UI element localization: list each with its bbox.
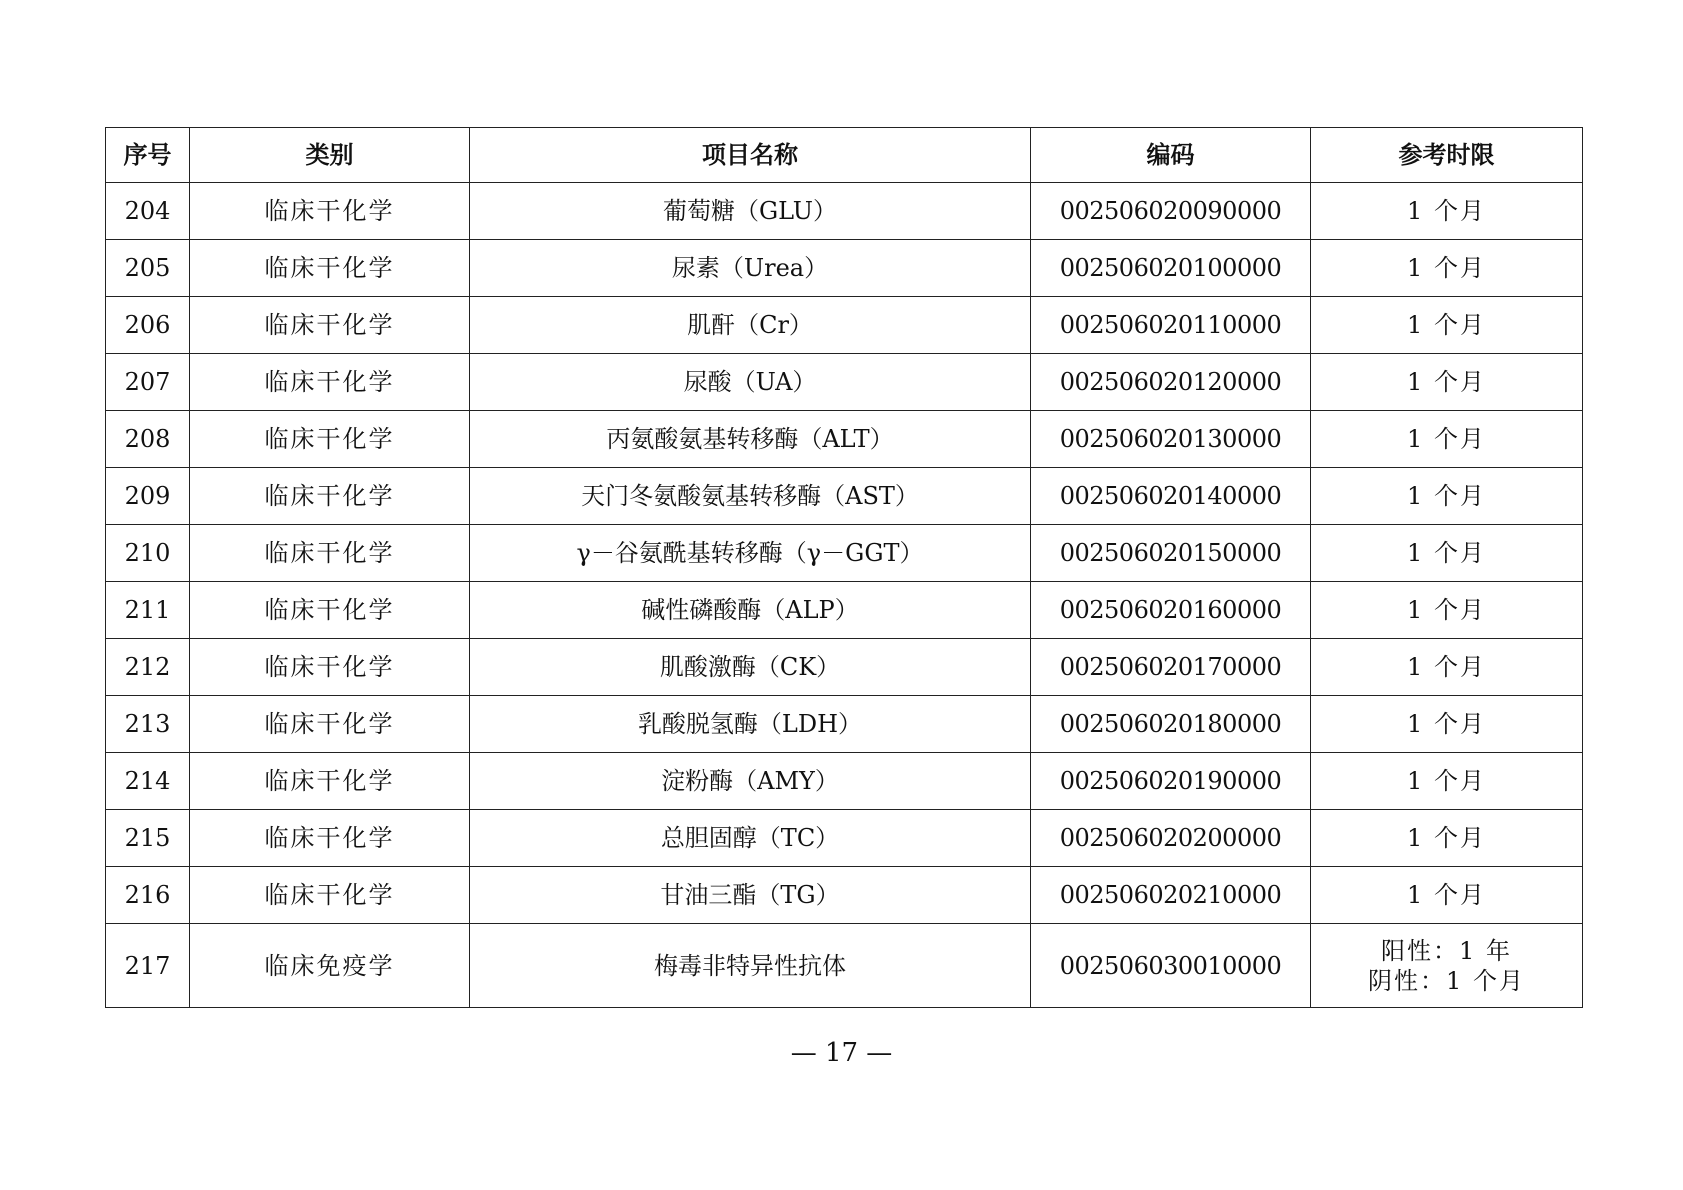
code-cell: 002506020200000 <box>1031 810 1311 867</box>
reference-period-cell <box>1311 867 1583 924</box>
reference-period-cell <box>1311 696 1583 753</box>
category-cell: 临床干化学 <box>190 354 470 411</box>
code-cell: 002506020100000 <box>1031 240 1311 297</box>
reference-period-cell <box>1311 753 1583 810</box>
table-row <box>106 810 1583 867</box>
table-header-row <box>106 128 1583 183</box>
reference-period-text: 1 个月 <box>1407 311 1486 339</box>
category-cell: 临床干化学 <box>190 525 470 582</box>
code-cell: 002506020210000 <box>1031 867 1311 924</box>
reference-period-text: 1 个月 <box>1407 824 1486 852</box>
item-name-cell: 梅毒非特异性抗体 <box>470 924 1031 1008</box>
serial-number-cell: 217 <box>106 924 190 1008</box>
table-row <box>106 582 1583 639</box>
reference-period-text: 1 个月 <box>1407 596 1486 624</box>
table-row <box>106 240 1583 297</box>
table-row <box>106 468 1583 525</box>
table-row <box>106 525 1583 582</box>
code-cell: 002506020160000 <box>1031 582 1311 639</box>
table-row <box>106 411 1583 468</box>
item-name-cell: γ－谷氨酰基转移酶（γ－GGT） <box>470 525 1031 582</box>
item-name-cell: 淀粉酶（AMY） <box>470 753 1031 810</box>
table-row <box>106 183 1583 240</box>
reference-period-text: 1 个月 <box>1407 197 1486 225</box>
serial-number-cell: 216 <box>106 867 190 924</box>
reference-period-text: 阳性：1 年 <box>1381 936 1512 965</box>
serial-number-cell: 211 <box>106 582 190 639</box>
item-name-cell: 碱性磷酸酶（ALP） <box>470 582 1031 639</box>
reference-period-text: 1 个月 <box>1407 653 1486 681</box>
code-cell: 002506020180000 <box>1031 696 1311 753</box>
item-name-cell: 肌酸激酶（CK） <box>470 639 1031 696</box>
header-category: 类别 <box>190 128 470 183</box>
reference-period-text: 1 个月 <box>1407 539 1486 567</box>
reference-period-cell <box>1311 810 1583 867</box>
category-cell: 临床干化学 <box>190 639 470 696</box>
serial-number-cell: 207 <box>106 354 190 411</box>
code-cell: 002506020130000 <box>1031 411 1311 468</box>
category-cell: 临床干化学 <box>190 468 470 525</box>
reference-period-cell <box>1311 183 1583 240</box>
serial-number-cell: 214 <box>106 753 190 810</box>
header-serial-number: 序号 <box>106 128 190 183</box>
code-cell: 002506020140000 <box>1031 468 1311 525</box>
header-code: 编码 <box>1031 128 1311 183</box>
reference-period-text: 1 个月 <box>1407 881 1486 909</box>
reference-period-text: 1 个月 <box>1407 368 1486 396</box>
code-cell: 002506020120000 <box>1031 354 1311 411</box>
code-cell: 002506020110000 <box>1031 297 1311 354</box>
code-cell: 002506030010000 <box>1031 924 1311 1008</box>
header-item-name: 项目名称 <box>470 128 1031 183</box>
category-cell: 临床干化学 <box>190 183 470 240</box>
reference-period-table <box>105 127 1583 1008</box>
serial-number-cell: 208 <box>106 411 190 468</box>
reference-period-text: 1 个月 <box>1407 425 1486 453</box>
serial-number-cell: 215 <box>106 810 190 867</box>
item-name-cell: 甘油三酯（TG） <box>470 867 1031 924</box>
reference-period-text: 1 个月 <box>1407 767 1486 795</box>
reference-period-cell <box>1311 468 1583 525</box>
reference-period-text: 阴性：1 个月 <box>1368 966 1525 995</box>
table-row <box>106 924 1583 1008</box>
serial-number-cell: 210 <box>106 525 190 582</box>
category-cell: 临床干化学 <box>190 810 470 867</box>
category-cell: 临床干化学 <box>190 582 470 639</box>
category-cell: 临床干化学 <box>190 867 470 924</box>
table-row <box>106 696 1583 753</box>
table-row <box>106 867 1583 924</box>
reference-period-cell <box>1311 354 1583 411</box>
serial-number-cell: 209 <box>106 468 190 525</box>
header-reference-period: 参考时限 <box>1311 128 1583 183</box>
reference-period-cell <box>1311 525 1583 582</box>
page-number: — 17 — <box>790 1038 893 1068</box>
table-row <box>106 354 1583 411</box>
item-name-cell: 肌酐（Cr） <box>470 297 1031 354</box>
reference-period-cell <box>1311 240 1583 297</box>
serial-number-cell: 205 <box>106 240 190 297</box>
table-row <box>106 297 1583 354</box>
reference-period-text: 1 个月 <box>1407 254 1486 282</box>
code-cell: 002506020090000 <box>1031 183 1311 240</box>
reference-period-cell <box>1311 582 1583 639</box>
item-name-cell: 天门冬氨酸氨基转移酶（AST） <box>470 468 1031 525</box>
category-cell: 临床干化学 <box>190 696 470 753</box>
item-name-cell: 尿酸（UA） <box>470 354 1031 411</box>
item-name-cell: 总胆固醇（TC） <box>470 810 1031 867</box>
reference-period-text: 1 个月 <box>1407 482 1486 510</box>
item-name-cell: 葡萄糖（GLU） <box>470 183 1031 240</box>
item-name-cell: 乳酸脱氢酶（LDH） <box>470 696 1031 753</box>
item-name-cell: 丙氨酸氨基转移酶（ALT） <box>470 411 1031 468</box>
serial-number-cell: 206 <box>106 297 190 354</box>
table-row <box>106 753 1583 810</box>
category-cell: 临床干化学 <box>190 240 470 297</box>
code-cell: 002506020150000 <box>1031 525 1311 582</box>
reference-period-text: 1 个月 <box>1407 710 1486 738</box>
serial-number-cell: 212 <box>106 639 190 696</box>
category-cell: 临床干化学 <box>190 297 470 354</box>
category-cell: 临床免疫学 <box>190 924 470 1008</box>
reference-period-cell <box>1311 297 1583 354</box>
code-cell: 002506020170000 <box>1031 639 1311 696</box>
item-name-cell: 尿素（Urea） <box>470 240 1031 297</box>
reference-period-cell <box>1311 924 1583 1008</box>
reference-period-cell <box>1311 411 1583 468</box>
serial-number-cell: 204 <box>106 183 190 240</box>
code-cell: 002506020190000 <box>1031 753 1311 810</box>
category-cell: 临床干化学 <box>190 411 470 468</box>
category-cell: 临床干化学 <box>190 753 470 810</box>
reference-period-cell <box>1311 639 1583 696</box>
table-row <box>106 639 1583 696</box>
serial-number-cell: 213 <box>106 696 190 753</box>
table-body <box>106 183 1583 1008</box>
